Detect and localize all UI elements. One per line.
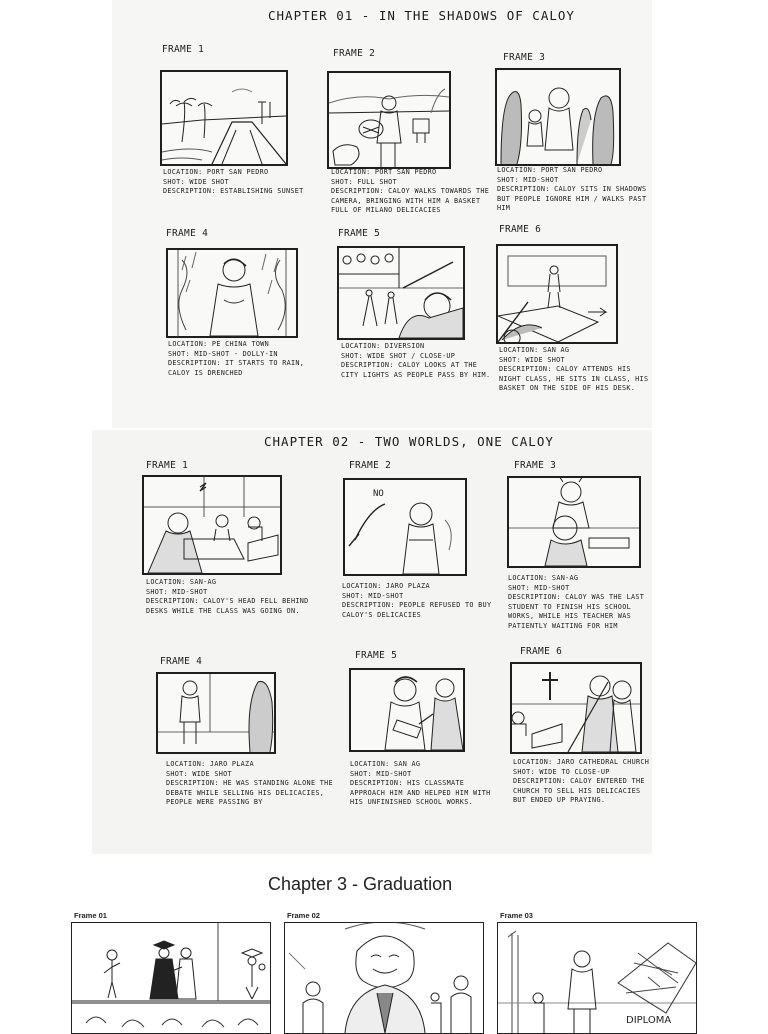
- ch2-frame-3-shot: SHOT: MID-SHOT: [508, 583, 570, 592]
- ch2-frame-3-label: FRAME 3: [514, 460, 557, 471]
- ch1-frame-2-caption: [331, 168, 491, 216]
- ch2-frame-6-caption: [513, 758, 653, 806]
- ch1-frame-6-description: DESCRIPTION: CALOY ATTENDS HIS NIGHT CLASS, HE SITS IN CLASS, HIS BASKET ON THE SIDE OF HIS DESK.: [499, 365, 649, 392]
- ch1-frame-4-description: DESCRIPTION: IT STARTS TO RAIN, CALOY IS DRENCHED: [168, 359, 305, 377]
- ch2-frame-1-shot: SHOT: MID-SHOT: [146, 587, 208, 596]
- ch2-frame-4-sketch: [156, 672, 276, 754]
- ch1-frame-5-location: LOCATION: DIVERSION: [341, 342, 425, 350]
- ch2-frame-1-caption: [146, 578, 326, 616]
- ch1-frame-2-description: DESCRIPTION: CALOY WALKS TOWARDS THE CAMERA, BRINGING WITH HIM A BASKET FULL OF MILANO DELICACIES: [331, 187, 490, 214]
- ch1-frame-1-sketch: [160, 70, 288, 166]
- ch2-frame-5-sketch: [349, 668, 465, 752]
- ch1-frame-5-description: DESCRIPTION: CALOY LOOKS AT THE CITY LIGHTS AS PEOPLE PASS BY HIM.: [341, 361, 491, 379]
- ch1-frame-1-caption: [163, 168, 323, 197]
- ch1-frame-6-shot: SHOT: WIDE SHOT: [499, 355, 565, 364]
- ch1-frame-2-label: FRAME 2: [333, 48, 376, 59]
- ch1-frame-3-location: LOCATION: PORT SAN PEDRO: [497, 166, 603, 174]
- ch1-frame-6-location: LOCATION: SAN AG: [499, 346, 570, 354]
- ch1-frame-6-label: FRAME 6: [499, 224, 542, 235]
- ch2-frame-2-location: LOCATION: JARO PLAZA: [342, 582, 430, 590]
- ch2-frame-5-shot: SHOT: MID-SHOT: [350, 769, 412, 778]
- ch1-frame-6-caption: [499, 346, 651, 394]
- ch1-frame-4-caption: [168, 340, 328, 378]
- ch3-frame-1-sketch: [71, 922, 271, 1034]
- ch2-frame-1-sketch: [142, 475, 282, 575]
- ch1-frame-5-sketch: [337, 246, 465, 340]
- ch1-frame-5-label: FRAME 5: [338, 228, 381, 239]
- ch2-frame-2-shot: SHOT: MID-SHOT: [342, 591, 404, 600]
- ch3-frame-3-sketch: [497, 922, 697, 1034]
- ch2-frame-6-location: LOCATION: JARO CATHEDRAL CHURCH: [513, 758, 650, 766]
- ch1-frame-1-label: FRAME 1: [162, 44, 205, 55]
- ch3-frame-3-label: Frame 03: [500, 911, 533, 920]
- ch1-frame-2-location: LOCATION: PORT SAN PEDRO: [331, 168, 437, 176]
- ch2-frame-4-shot: SHOT: WIDE SHOT: [166, 769, 232, 778]
- ch2-frame-6-shot: SHOT: WIDE TO CLOSE-UP: [513, 767, 610, 776]
- ch1-frame-5-caption: [341, 342, 491, 380]
- ch1-frame-2-shot: SHOT: FULL SHOT: [331, 177, 397, 186]
- ch1-frame-3-sketch: [495, 68, 621, 166]
- ch1-frame-1-location: LOCATION: PORT SAN PEDRO: [163, 168, 269, 176]
- ch2-frame-3-caption: [508, 574, 650, 631]
- ch1-frame-5-shot: SHOT: WIDE SHOT / CLOSE-UP: [341, 351, 456, 360]
- ch2-frame-3-sketch: [507, 476, 641, 568]
- ch2-frame-1-label: FRAME 1: [146, 460, 189, 471]
- ch3-frame-2-sketch: [284, 922, 484, 1034]
- ch2-frame-3-location: LOCATION: SAN-AG: [508, 574, 579, 582]
- ch2-frame-6-description: DESCRIPTION: CALOY ENTERED THE CHURCH TO SELL HIS DELICACIES BUT ENDED UP PRAYING.: [513, 777, 645, 804]
- ch2-frame-4-description: DESCRIPTION: HE WAS STANDING ALONE THE DEBATE WHILE SELLING HIS DELICACIES, PEOPLE WERE PASSING BY: [166, 779, 333, 806]
- ch3-frame-3-diploma-sign: DIPLOMA: [626, 1015, 672, 1026]
- ch2-frame-2-sketch: [343, 478, 467, 576]
- ch1-frame-1-shot: SHOT: WIDE SHOT: [163, 177, 229, 186]
- ch2-frame-4-location: LOCATION: JARO PLAZA: [166, 760, 254, 768]
- ch2-frame-6-sketch: [510, 662, 642, 754]
- chapter-2-title: CHAPTER 02 - TWO WORLDS, ONE CALOY: [264, 434, 554, 449]
- ch1-frame-2-sketch: [327, 71, 451, 169]
- ch2-frame-4-label: FRAME 4: [160, 656, 203, 667]
- ch2-frame-2-speech: NO: [373, 489, 384, 499]
- ch1-frame-3-shot: SHOT: MID-SHOT: [497, 175, 559, 184]
- ch1-frame-4-shot: SHOT: MID-SHOT - DOLLY-IN: [168, 349, 278, 358]
- chapter-1-title: CHAPTER 01 - IN THE SHADOWS OF CALOY: [268, 8, 575, 23]
- ch2-frame-6-label: FRAME 6: [520, 646, 563, 657]
- ch2-frame-2-description: DESCRIPTION: PEOPLE REFUSED TO BUY CALOY'S DELICACIES: [342, 601, 492, 619]
- ch3-frame-1-label: Frame 01: [74, 911, 107, 920]
- ch1-frame-4-label: FRAME 4: [166, 228, 209, 239]
- ch2-frame-1-location: LOCATION: SAN-AG: [146, 578, 217, 586]
- ch2-frame-3-description: DESCRIPTION: CALOY WAS THE LAST STUDENT TO FINISH HIS SCHOOL WORKS, WHILE HIS TEACHER WAS PATIENTLY WAITING FOR HIM: [508, 593, 645, 630]
- ch2-frame-5-description: DESCRIPTION: HIS CLASSMATE APPROACH HIM AND HELPED HIM WITH HIS UNFINISHED SCHOOL WORKS.: [350, 779, 491, 806]
- ch2-frame-2-label: FRAME 2: [349, 460, 392, 471]
- ch1-frame-4-location: LOCATION: PE CHINA TOWN: [168, 340, 270, 348]
- ch1-frame-3-description: DESCRIPTION: CALOY SITS IN SHADOWS BUT PEOPLE IGNORE HIM / WALKS PAST HIM: [497, 185, 647, 212]
- ch1-frame-3-caption: [497, 166, 649, 214]
- ch2-frame-5-location: LOCATION: SAN AG: [350, 760, 421, 768]
- ch3-frame-2-label: Frame 02: [287, 911, 320, 920]
- ch1-frame-3-label: FRAME 3: [503, 52, 546, 63]
- ch2-frame-5-caption: [350, 760, 500, 808]
- ch2-frame-2-caption: [342, 582, 492, 620]
- ch1-frame-1-description: DESCRIPTION: ESTABLISHING SUNSET: [163, 187, 304, 195]
- ch1-frame-6-sketch: [496, 244, 618, 344]
- ch1-frame-4-sketch: [166, 248, 298, 338]
- ch2-frame-1-description: DESCRIPTION: CALOY'S HEAD FELL BEHIND DESKS WHILE THE CLASS WAS GOING ON.: [146, 597, 309, 615]
- ch2-frame-4-caption: [166, 760, 342, 808]
- ch2-frame-5-label: FRAME 5: [355, 650, 398, 661]
- chapter-3-title: Chapter 3 - Graduation: [268, 874, 453, 894]
